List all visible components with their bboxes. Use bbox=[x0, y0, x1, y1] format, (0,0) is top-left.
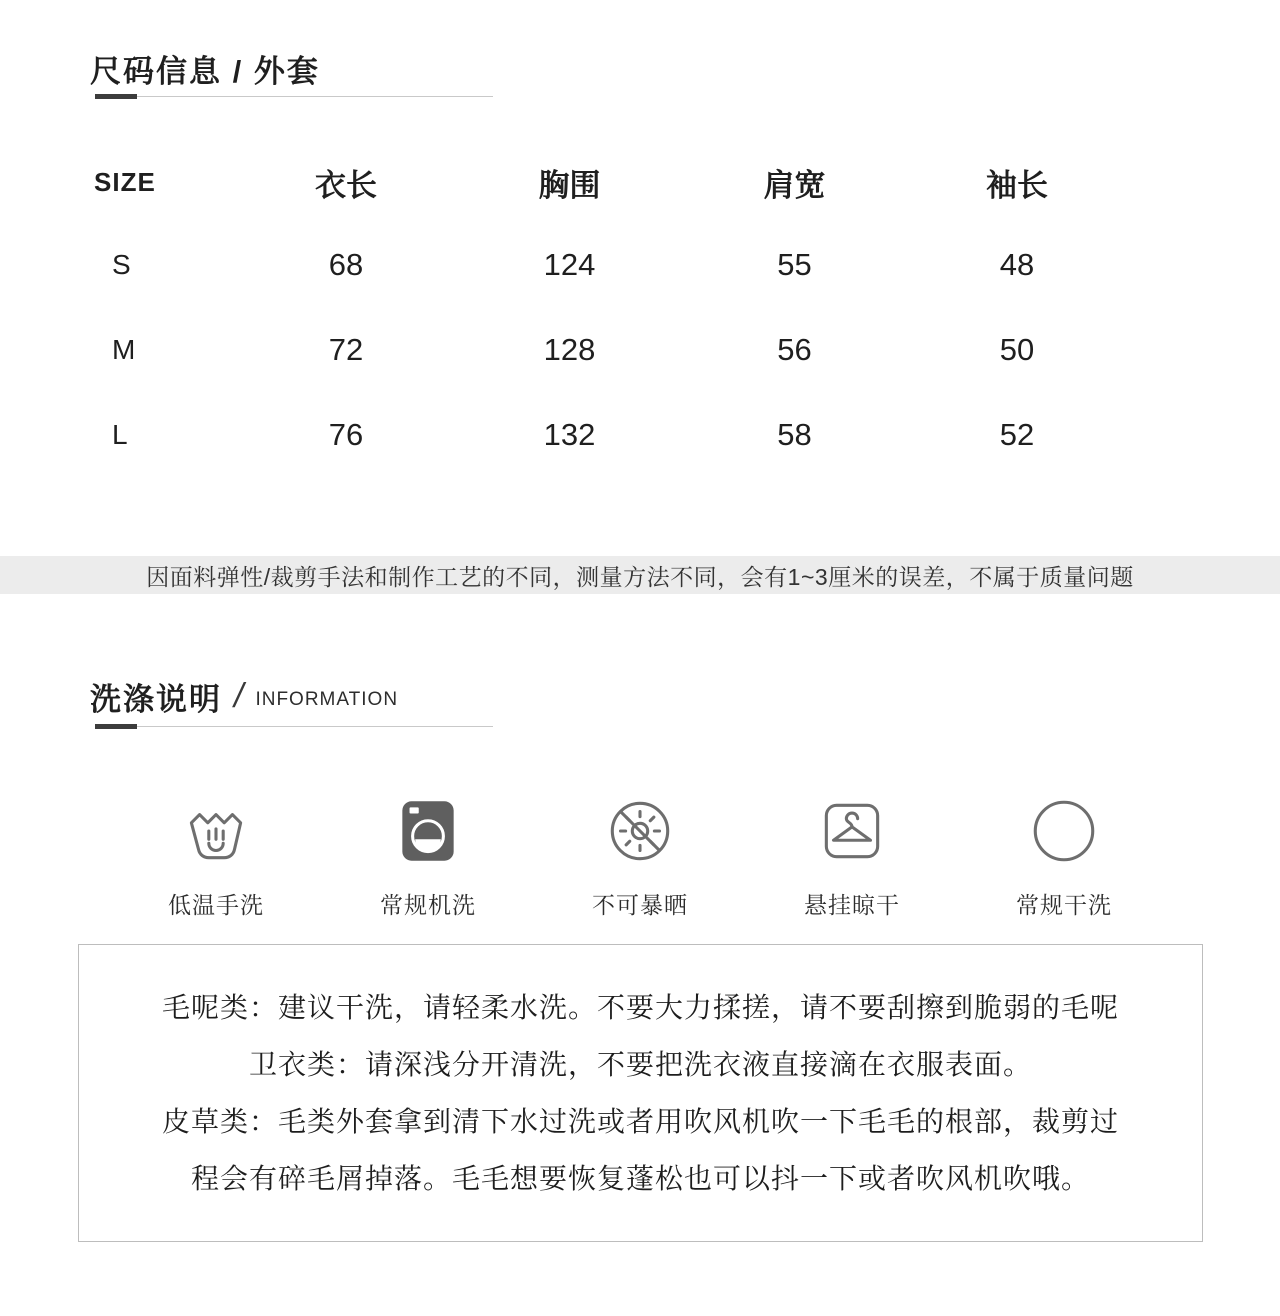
size-title-underline bbox=[95, 96, 493, 97]
no-sun-dry-icon bbox=[601, 792, 679, 875]
size-table bbox=[90, 142, 1127, 477]
size-table-header-shoulder: 肩宽 bbox=[763, 167, 826, 203]
size-section-title: 尺码信息 / 外套 bbox=[90, 54, 320, 89]
measurement-note-strip bbox=[0, 556, 1280, 594]
table-cell: 128 bbox=[543, 331, 596, 367]
care-instructions-box bbox=[78, 944, 1203, 1242]
hand-wash-icon bbox=[177, 792, 255, 875]
wash-icon-label: 常规干洗 bbox=[1016, 892, 1112, 918]
table-cell: 124 bbox=[543, 246, 596, 282]
wash-icon-label: 不可暴晒 bbox=[592, 892, 688, 918]
wash-title-underline bbox=[95, 726, 493, 727]
wash-icon-item bbox=[141, 792, 291, 920]
table-row bbox=[90, 307, 1127, 392]
table-cell: 58 bbox=[777, 416, 812, 452]
machine-wash-icon bbox=[389, 792, 467, 875]
wash-icons-row bbox=[0, 792, 1280, 920]
size-table-header-sleeve: 袖长 bbox=[986, 167, 1048, 203]
table-row bbox=[90, 392, 1127, 477]
care-line: 毛呢类：建议干洗，请轻柔水洗。不要大力揉搓，请不要刮擦到脆弱的毛呢 bbox=[161, 992, 1119, 1023]
care-line: 皮草类：毛类外套拿到清下水过洗或者用吹风机吹一下毛毛的根部，裁剪过 bbox=[161, 1106, 1119, 1137]
row-label: M bbox=[112, 333, 136, 365]
dry-clean-icon bbox=[1025, 792, 1103, 875]
table-cell: 52 bbox=[999, 416, 1035, 452]
wash-icon-item bbox=[777, 792, 927, 920]
wash-icon-item bbox=[989, 792, 1139, 920]
wash-title-en: INFORMATION bbox=[255, 688, 399, 710]
row-label: L bbox=[112, 418, 128, 450]
table-cell: 50 bbox=[999, 331, 1035, 367]
wash-title-slash: / bbox=[234, 677, 244, 715]
measurement-note-text: 因面料弹性/裁剪手法和制作工艺的不同，测量方法不同，会有1~3厘米的误差，不属于质量问题 bbox=[146, 563, 1134, 590]
size-table-header-row bbox=[90, 142, 1127, 222]
size-table-header-size: SIZE bbox=[94, 166, 156, 197]
table-row bbox=[90, 222, 1127, 307]
size-table-header-length: 衣长 bbox=[315, 167, 377, 203]
row-label: S bbox=[112, 248, 131, 280]
table-cell: 56 bbox=[777, 331, 812, 367]
wash-icon-item bbox=[565, 792, 715, 920]
table-cell: 55 bbox=[777, 246, 812, 282]
wash-icon-item bbox=[353, 792, 503, 920]
table-cell: 132 bbox=[543, 416, 596, 452]
hang-dry-icon bbox=[813, 792, 891, 875]
size-table-header-bust: 胸围 bbox=[538, 167, 601, 203]
care-line: 程会有碎毛屑掉落。毛毛想要恢复蓬松也可以抖一下或者吹风机吹哦。 bbox=[190, 1163, 1090, 1194]
table-cell: 76 bbox=[328, 416, 364, 452]
table-cell: 72 bbox=[328, 331, 364, 367]
wash-section-title bbox=[90, 674, 398, 719]
care-line: 卫衣类：请深浅分开清洗，不要把洗衣液直接滴在衣服表面。 bbox=[248, 1049, 1032, 1080]
wash-title-cn: 洗涤说明 bbox=[90, 682, 222, 717]
table-cell: 48 bbox=[999, 246, 1035, 282]
table-cell: 68 bbox=[328, 246, 364, 282]
wash-icon-label: 低温手洗 bbox=[168, 892, 264, 918]
wash-icon-label: 悬挂晾干 bbox=[804, 892, 900, 918]
wash-icon-label: 常规机洗 bbox=[380, 892, 476, 918]
